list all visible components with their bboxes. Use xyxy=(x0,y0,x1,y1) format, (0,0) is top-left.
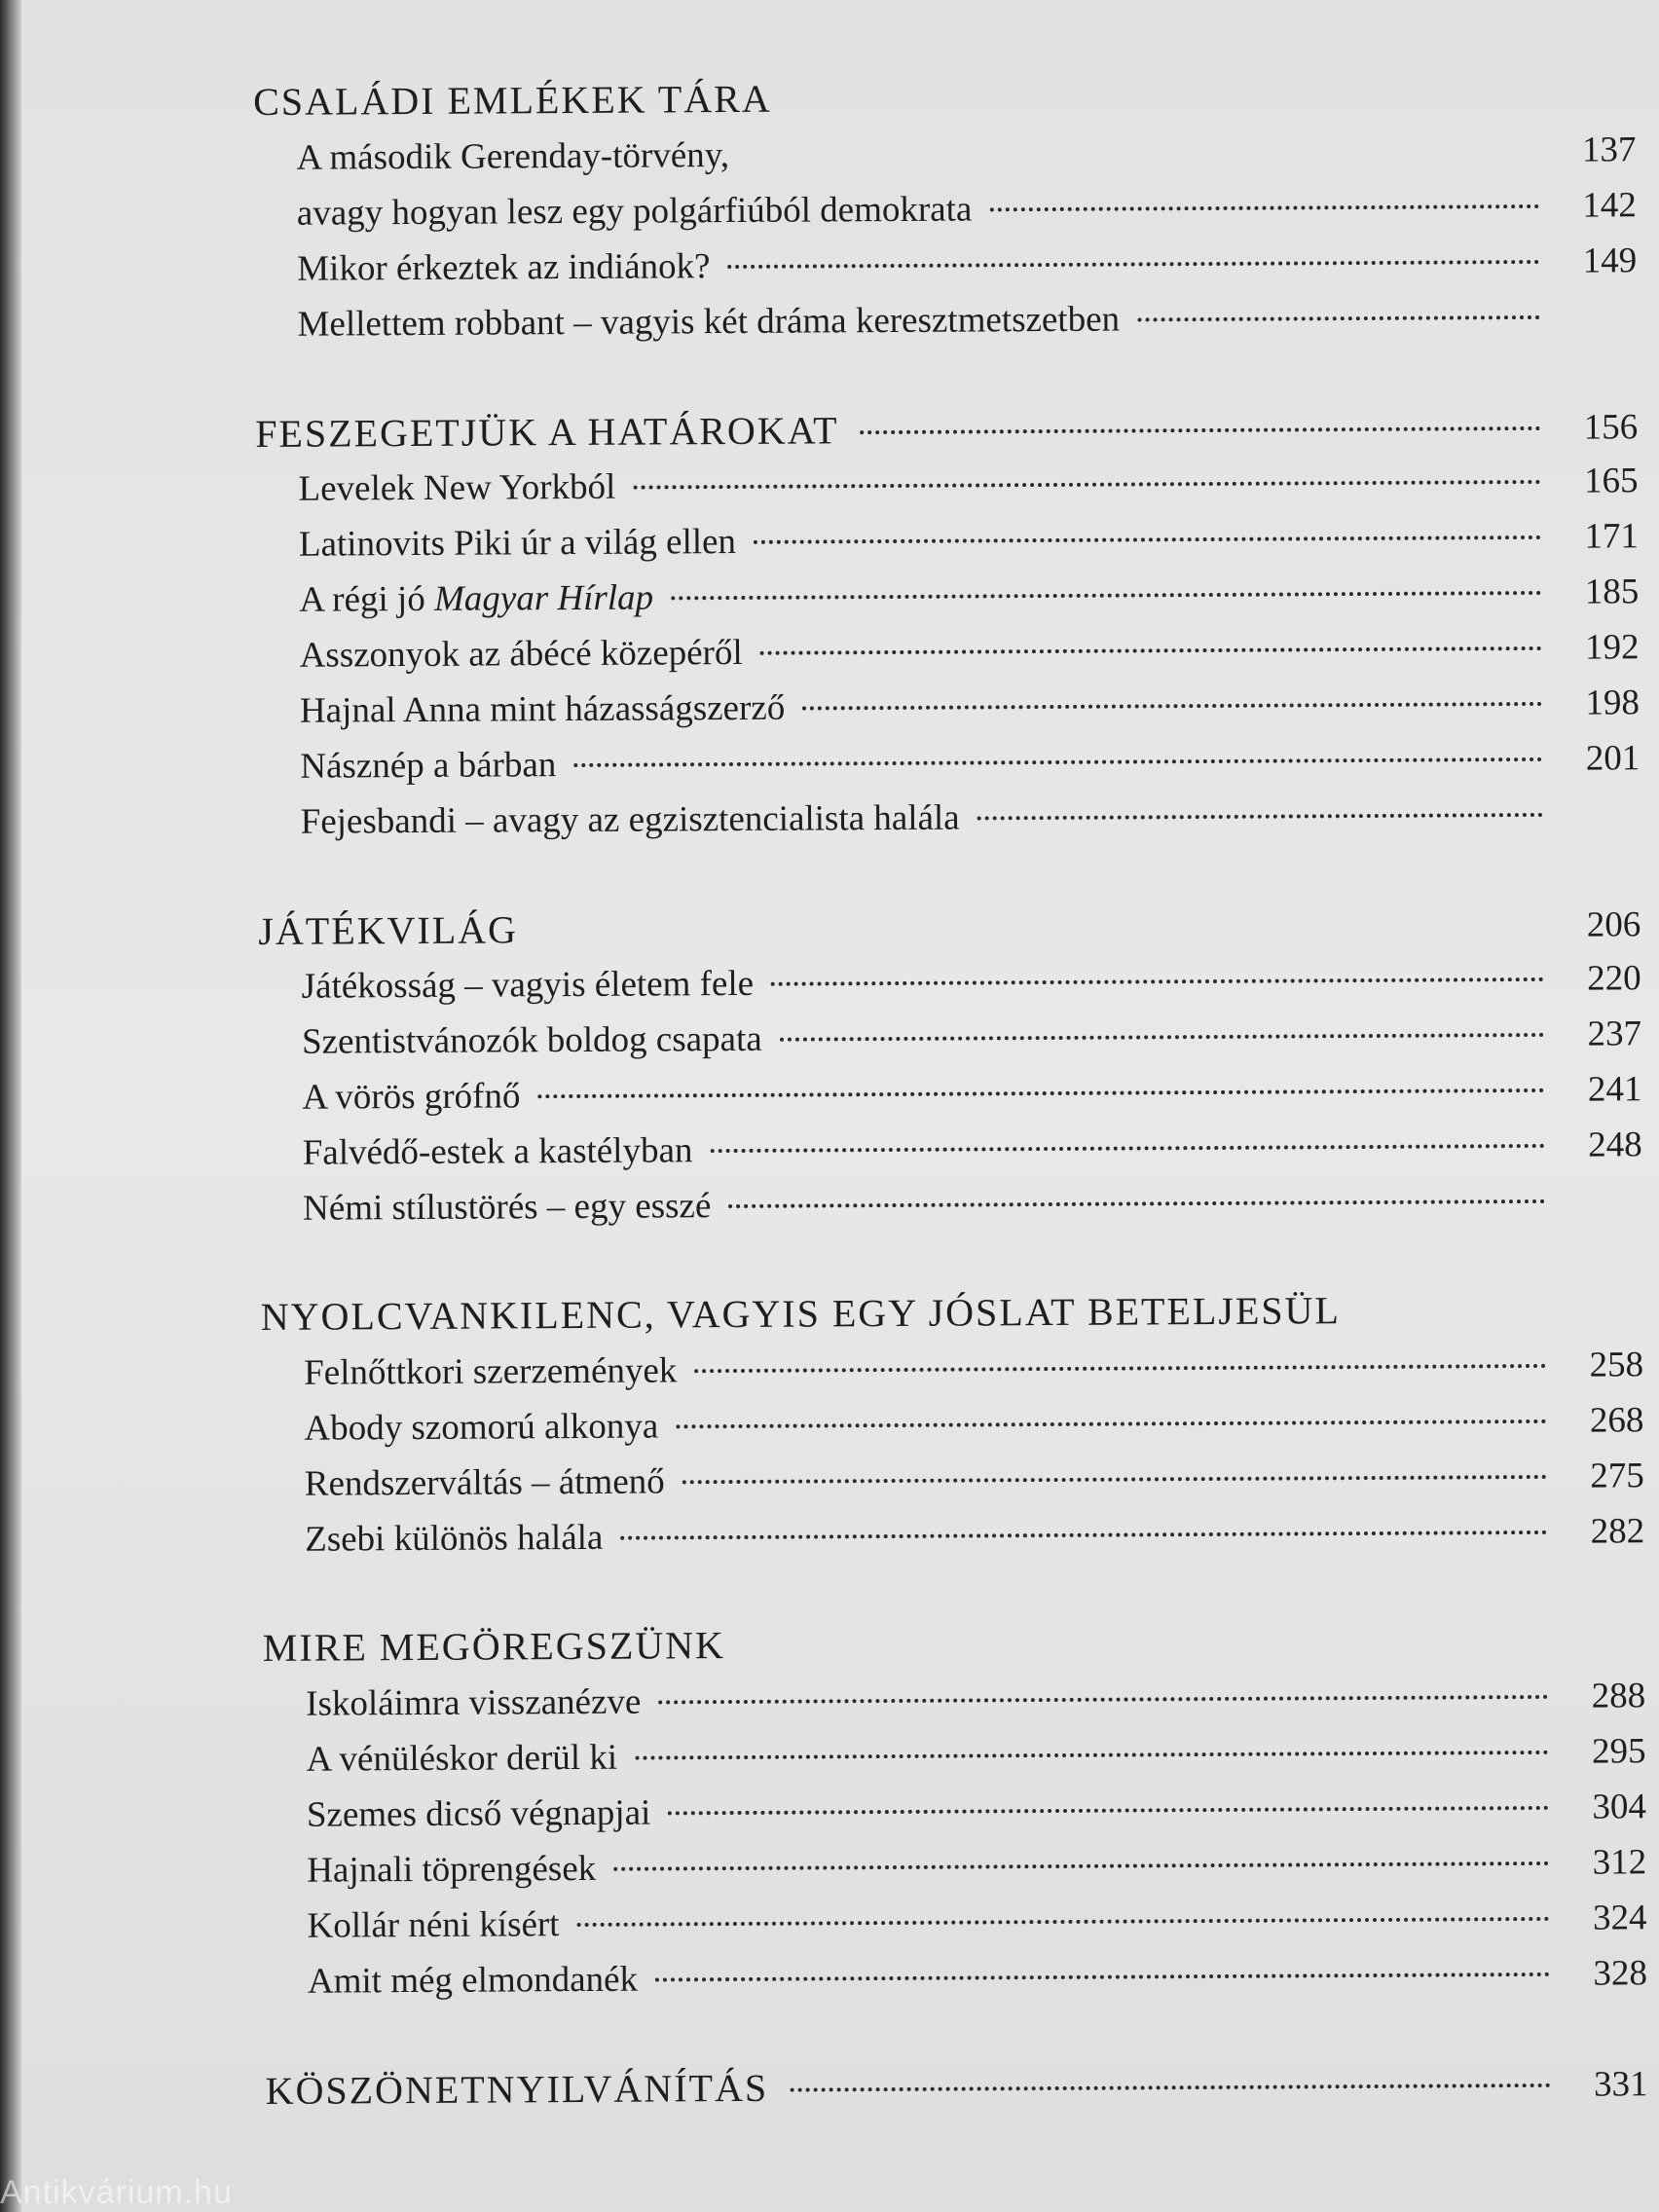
leader-dots xyxy=(620,1530,1547,1540)
entry-page: 248 xyxy=(1588,1124,1642,1165)
entry-page: 142 xyxy=(1582,185,1637,226)
entry-title: Mellettem robbant – vagyis két dráma keresztmetszetben xyxy=(297,299,1121,345)
leader-dots xyxy=(655,1972,1550,1982)
toc-entry xyxy=(264,1834,1646,1899)
acknowledgement-title: KÖSZÖNETNYILVÁNÍTÁS xyxy=(265,2065,769,2113)
toc-entry xyxy=(264,1779,1646,1843)
entry-title: A vénüléskor derül ki xyxy=(306,1737,618,1780)
entry-page: 328 xyxy=(1593,1953,1648,1994)
section-title: NYOLCVANKILENC, VAGYIS EGY JÓSLAT BETELJESÜL xyxy=(260,1288,1342,1339)
entry-title: Hajnali töprengések xyxy=(307,1848,597,1891)
toc-section xyxy=(261,1284,1645,1567)
entry-title: Szentistvánozók boldog csapata xyxy=(301,1018,762,1062)
entry-title: Szemes dicső végnapjai xyxy=(306,1792,651,1835)
section-title: JÁTÉKVILÁG xyxy=(258,907,519,953)
entry-page xyxy=(1563,1211,1642,1212)
entry-page: 258 xyxy=(1589,1345,1644,1385)
leader-dots xyxy=(682,1475,1547,1484)
leader-dots xyxy=(790,2083,1551,2092)
leader-dots xyxy=(658,1695,1548,1705)
leader-dots xyxy=(771,977,1544,986)
entry-title-roman: A régi jó xyxy=(299,578,435,620)
entry-title: Zsebi különös halála xyxy=(305,1517,604,1560)
section-title: MIRE MEGÖREGSZÜNK xyxy=(262,1623,726,1670)
entry-title: Mikor érkeztek az indiánok? xyxy=(297,246,711,289)
toc-entry xyxy=(256,564,1639,628)
entry-page: 185 xyxy=(1584,571,1640,612)
entry-page: 171 xyxy=(1584,516,1640,557)
toc-entry xyxy=(253,122,1636,186)
leader-dots xyxy=(727,260,1539,269)
entry-page: 324 xyxy=(1592,1898,1647,1938)
toc-entry xyxy=(255,453,1638,517)
entry-title: Asszonyok az ábécé közepéről xyxy=(299,632,743,676)
entry-title: Amit még elmondanék xyxy=(307,1959,639,2002)
entry-page: 304 xyxy=(1592,1787,1646,1827)
leader-dots xyxy=(989,204,1538,211)
toc-entry xyxy=(259,1061,1641,1125)
section-heading-row xyxy=(255,400,1638,461)
toc-entry xyxy=(260,1117,1642,1181)
toc-entry xyxy=(261,1337,1643,1401)
entry-page xyxy=(1561,825,1641,826)
entry-title: Latinovits Piki úr a világ ellen xyxy=(298,521,737,565)
leader-dots xyxy=(537,1088,1544,1098)
toc-section xyxy=(253,69,1638,352)
entry-page: 237 xyxy=(1587,1014,1642,1054)
entry-page: 201 xyxy=(1585,738,1641,779)
leader-dots xyxy=(694,1364,1546,1373)
leader-dots xyxy=(676,1419,1546,1428)
entry-title: Hajnal Anna mint házasságszerző xyxy=(299,687,786,731)
toc-entry xyxy=(254,288,1637,352)
entry-title: Falvédő-estek a kastélyban xyxy=(302,1130,693,1173)
entry-page: 275 xyxy=(1590,1456,1644,1496)
entry-title: A vörös grófnő xyxy=(302,1076,521,1118)
leader-dots xyxy=(754,535,1541,544)
toc-entry xyxy=(256,508,1639,572)
leader-dots xyxy=(1137,315,1539,322)
leader-blank xyxy=(747,153,1538,158)
entry-title-italic: Magyar Hírlap xyxy=(433,577,654,619)
entry-page: 312 xyxy=(1592,1842,1647,1883)
toc-section xyxy=(263,1615,1647,2009)
leader-dots xyxy=(802,702,1542,711)
entry-page: 288 xyxy=(1591,1676,1646,1716)
entry-page: 149 xyxy=(1582,240,1638,281)
entry-page xyxy=(1558,327,1638,328)
toc-entry xyxy=(262,1503,1644,1567)
entry-title: Felnőttkori szerzemények xyxy=(304,1350,678,1393)
toc-entry xyxy=(257,730,1640,794)
toc-entry xyxy=(259,950,1641,1014)
leader-dots xyxy=(977,813,1543,821)
leader-dots xyxy=(577,1917,1550,1927)
book-page xyxy=(21,0,1659,2212)
entry-page: 198 xyxy=(1585,682,1641,723)
entry-title: Rendszerváltás – átmenő xyxy=(304,1461,665,1504)
toc-entry xyxy=(264,1890,1646,1954)
toc-entry xyxy=(259,1006,1641,1070)
entry-title: Játékosság – vagyis életem fele xyxy=(301,963,755,1007)
book-spine-shadow xyxy=(0,0,21,2212)
entry-page: 220 xyxy=(1587,958,1641,999)
entry-page: 137 xyxy=(1581,129,1637,170)
leader-dots xyxy=(861,426,1541,434)
entry-page: 206 xyxy=(1586,904,1641,945)
toc-entry xyxy=(261,1392,1643,1456)
toc-entry xyxy=(257,786,1640,850)
table-of-contents xyxy=(253,69,1648,2119)
entry-title: Némi stílustörés – egy esszé xyxy=(302,1186,712,1229)
entry-title: Násznép a bárban xyxy=(300,745,557,787)
toc-entry xyxy=(260,1172,1642,1236)
leader-dots xyxy=(760,646,1542,655)
toc-entry xyxy=(263,1723,1645,1788)
leader-dots xyxy=(633,480,1540,490)
entry-page: 192 xyxy=(1584,627,1640,668)
toc-entry xyxy=(265,1945,1647,2009)
leader-dots xyxy=(668,1806,1549,1816)
entry-title: avagy hogyan lesz egy polgárfiúból demokrata xyxy=(296,189,973,234)
toc-entry xyxy=(262,1448,1644,1512)
section-heading-row xyxy=(258,898,1641,959)
entry-page: 241 xyxy=(1587,1069,1642,1110)
leader-dots xyxy=(635,1751,1548,1760)
entry-page: 295 xyxy=(1591,1731,1646,1772)
acknowledgement-row xyxy=(265,2057,1647,2119)
entry-title: Abody szomorú alkonya xyxy=(304,1406,659,1449)
acknowledgement-page: 331 xyxy=(1593,2064,1648,2105)
toc-entry xyxy=(254,177,1637,241)
entry-title: A második Gerenday-törvény, xyxy=(296,135,730,178)
toc-entry xyxy=(263,1668,1645,1732)
entry-page: 268 xyxy=(1589,1400,1644,1441)
leader-dots xyxy=(710,1144,1544,1153)
watermark: Antikvárium.hu xyxy=(0,2174,233,2211)
entry-page: 156 xyxy=(1583,407,1639,448)
toc-section xyxy=(255,400,1641,850)
leader-dots xyxy=(780,1033,1544,1042)
toc-section xyxy=(258,898,1642,1236)
toc-entry xyxy=(256,619,1639,683)
entry-page: 165 xyxy=(1583,461,1639,501)
leader-dots xyxy=(573,757,1542,767)
entry-title: Iskoláimra visszanézve xyxy=(306,1681,642,1724)
section-title: FESZEGETJÜK A HATÁROKAT xyxy=(255,408,839,456)
entry-page: 282 xyxy=(1590,1511,1645,1552)
leader-dots xyxy=(613,1862,1549,1871)
leader-dots xyxy=(671,591,1541,600)
toc-entry xyxy=(254,233,1637,297)
entry-title: Kollár néni kísért xyxy=(307,1904,560,1946)
toc-entry xyxy=(257,675,1640,739)
entry-title: Levelek New Yorkból xyxy=(298,466,616,509)
section-title: CSALÁDI EMLÉKEK TÁRA xyxy=(253,76,772,124)
leader-dots xyxy=(728,1199,1545,1208)
entry-title: Fejesbandi – avagy az egzisztencialista halála xyxy=(300,797,960,842)
entry-title xyxy=(299,570,653,627)
leader-blank xyxy=(539,928,1543,934)
